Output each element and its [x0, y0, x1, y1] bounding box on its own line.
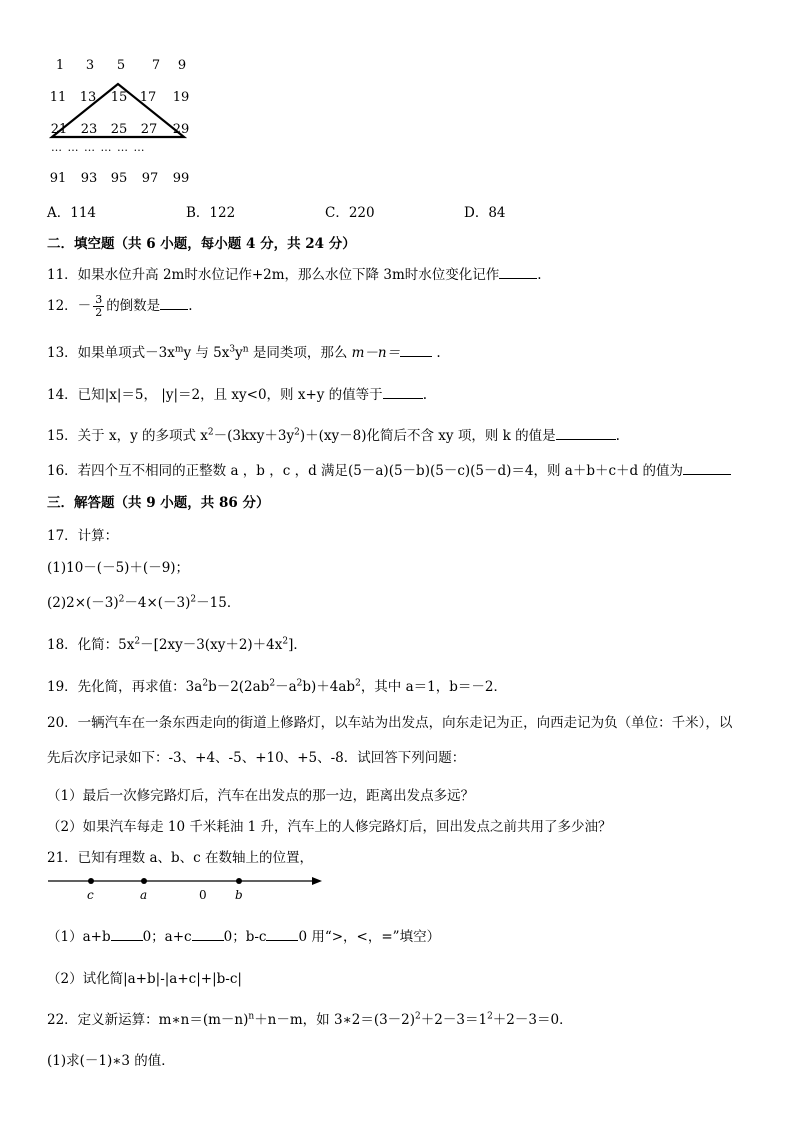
q17-part: (2)2×(－3) — [47, 595, 119, 611]
answer-blank — [111, 928, 143, 941]
grid-cell: 23 — [80, 122, 98, 137]
q18-part: －[2xy－3(xy＋2)＋4x — [140, 637, 283, 653]
answer-blank — [160, 297, 188, 310]
exponent: 2 — [202, 678, 209, 689]
number-line-label-c: c — [87, 888, 94, 902]
q20-line-1: 20．一辆汽车在一条东西走向的街道上修路灯，以车站为出发点，向东走记为正，向西走记为负（单位：千米），以 — [47, 715, 733, 731]
exponent: 2 — [296, 678, 303, 689]
q20-line-2: 先后次序记录如下：-3、+4、-5、+10、+5、-8．试回答下列问题： — [47, 750, 466, 766]
exponent: 2 — [487, 1011, 493, 1022]
question-12 — [47, 294, 192, 319]
q21-part: 0 用“>，<，=”填空） — [298, 929, 441, 945]
exponent: 2 — [415, 1011, 421, 1022]
grid-cell: 25 — [110, 122, 128, 137]
q19-part: ，其中 a＝1，b＝－2． — [360, 679, 507, 695]
grid-cell: 29 — [172, 122, 190, 137]
q22-part: 22．定义新运算：m∗n＝(m－n) — [47, 1012, 249, 1028]
q13-end: . — [436, 345, 441, 361]
q21-part: 0；b-c — [223, 929, 267, 945]
q14-part: |x|＝5， — [104, 387, 157, 403]
q18-part: 18．化简：5x — [47, 637, 135, 653]
q13-part: y 与 5x — [183, 345, 230, 361]
q12-end: . — [188, 298, 193, 314]
question-14 — [47, 383, 427, 403]
answer-blank — [400, 344, 432, 357]
answer-blank — [683, 462, 731, 475]
grid-cell: 17 — [139, 90, 157, 105]
question-18 — [47, 633, 307, 653]
number-line-label-a: a — [140, 888, 148, 902]
exponent: 2 — [282, 636, 289, 647]
q15-part: －(3kxy＋3y — [213, 428, 295, 444]
exponent: 2 — [134, 636, 141, 647]
exponent: 2 — [294, 427, 300, 438]
q17-part: －4×(－3) — [124, 595, 191, 611]
fraction-denominator: 2 — [95, 306, 103, 319]
answer-blank — [192, 928, 224, 941]
q21-part: （1）a+b — [47, 929, 111, 945]
exponent: m — [174, 344, 184, 355]
q22-part: ＋2－3＝1 — [420, 1012, 488, 1028]
question-19 — [47, 675, 507, 695]
grid-cell: 9 — [177, 58, 187, 73]
q12-prefix: 12．－ — [47, 298, 92, 314]
answer-blank — [499, 266, 537, 279]
q13-expression: m－n＝ — [351, 345, 401, 361]
q19-part: －a — [275, 679, 297, 695]
q17-part-2 — [47, 591, 240, 611]
q15-part: 15．关于 x，y 的多项式 x — [47, 428, 208, 444]
grid-cell: 19 — [172, 90, 190, 105]
q13-part: 13．如果单项式－3x — [47, 345, 175, 361]
exponent: 3 — [229, 344, 236, 355]
grid-cell: 5 — [116, 58, 126, 73]
answer-blank — [266, 928, 298, 941]
q19-part: b－2(2ab — [208, 679, 270, 695]
exponent: 2 — [190, 594, 197, 605]
q12-text: 的倒数是 — [106, 298, 161, 314]
grid-cell: 3 — [85, 58, 95, 73]
q11-end: . — [537, 267, 542, 283]
q17-part: －15． — [196, 595, 241, 611]
q16-text: 16．若四个互不相同的正整数 a ，b ，c ，d 满足(5－a)(5－b)(5－c)(5－d)＝4，则 a＋b＋c＋d 的值为 — [47, 463, 683, 479]
grid-cell: 27 — [140, 122, 158, 137]
answer-blank — [556, 427, 616, 440]
grid-cell: 93 — [80, 171, 98, 186]
exponent: n — [248, 1011, 255, 1022]
section-2-heading: 二．填空题（共 6 小题，每小题 4 分，共 24 分） — [47, 236, 356, 252]
q18-part: ]． — [288, 637, 307, 653]
fraction-numerator: 3 — [95, 293, 103, 306]
grid-cell: 7 — [151, 58, 161, 73]
q22-part: ＋n－m，如 3∗2＝(3－2) — [254, 1012, 416, 1028]
section-3-heading: 三．解答题（共 9 小题，共 86 分） — [47, 495, 270, 511]
question-22 — [47, 1008, 573, 1028]
exponent: 2 — [269, 678, 276, 689]
q19-part: b)＋4ab — [302, 679, 356, 695]
triangle-outline — [0, 0, 220, 160]
grid-cell: 15 — [110, 90, 128, 105]
q20-sub-2: （2）如果汽车每走 10 千米耗油 1 升，汽车上的人修完路灯后，回出发点之前共用了多少油？ — [47, 819, 612, 835]
grid-cell: 21 — [50, 122, 68, 137]
option-c: C．220 — [325, 205, 375, 221]
option-d: D．84 — [464, 205, 506, 221]
q17-part-1: (1)10－(－5)＋(－9)； — [47, 560, 190, 576]
q11-text: 11．如果水位升高 2m时水位记作+2m，那么水位下降 3m时水位变化记作 — [47, 267, 500, 283]
q22-part: ＋2－3＝0． — [492, 1012, 573, 1028]
q13-part: y — [235, 345, 243, 361]
q14-part: |y|＝2，且 xy<0，则 x+y 的值等于 — [161, 387, 383, 403]
q17-title: 17．计算： — [47, 528, 119, 544]
q14-end: . — [422, 387, 427, 403]
number-line-label-zero: 0 — [199, 888, 207, 902]
q13-part: 是同类项，那么 — [248, 345, 352, 361]
option-a: A．114 — [47, 205, 97, 221]
grid-cell: 13 — [79, 90, 97, 105]
exponent: 2 — [355, 678, 361, 689]
number-line-label-b: b — [235, 888, 243, 902]
grid-ellipsis: … … … … … … — [51, 141, 146, 154]
grid-cell: 11 — [49, 90, 67, 105]
question-15 — [47, 424, 620, 444]
question-13 — [47, 341, 441, 361]
q21-part: 0；a+c — [142, 929, 192, 945]
q19-part: 19．先化简，再求值：3a — [47, 679, 203, 695]
exponent: 2 — [118, 594, 125, 605]
number-line — [40, 870, 340, 906]
q22-part-1: (1)求(－1)∗3 的值． — [47, 1053, 175, 1069]
fraction — [93, 294, 104, 319]
q15-end: . — [615, 428, 620, 444]
q20-sub-1: （1）最后一次修完路灯后，汽车在出发点的那一边，距离出发点多远？ — [47, 788, 475, 804]
grid-cell: 91 — [49, 171, 67, 186]
grid-cell: 99 — [172, 171, 190, 186]
grid-cell: 1 — [55, 58, 65, 73]
q21-sub-2: （2）试化简|a+b|-|a+c|+|b-c| — [47, 971, 242, 987]
grid-cell: 95 — [110, 171, 128, 186]
question-11 — [47, 263, 542, 283]
option-b: B．122 — [186, 205, 236, 221]
q21-title: 21．已知有理数 a、b、c 在数轴上的位置， — [47, 850, 314, 866]
question-16 — [47, 459, 731, 479]
exponent: 2 — [207, 427, 214, 438]
q21-sub-1 — [47, 925, 440, 945]
exponent: n — [242, 344, 249, 355]
q15-part: )＋(xy－8)化简后不含 xy 项，则 k 的值是 — [299, 428, 556, 444]
answer-blank — [383, 386, 423, 399]
q14-part: 14．已知 — [47, 387, 105, 403]
grid-cell: 97 — [141, 171, 159, 186]
